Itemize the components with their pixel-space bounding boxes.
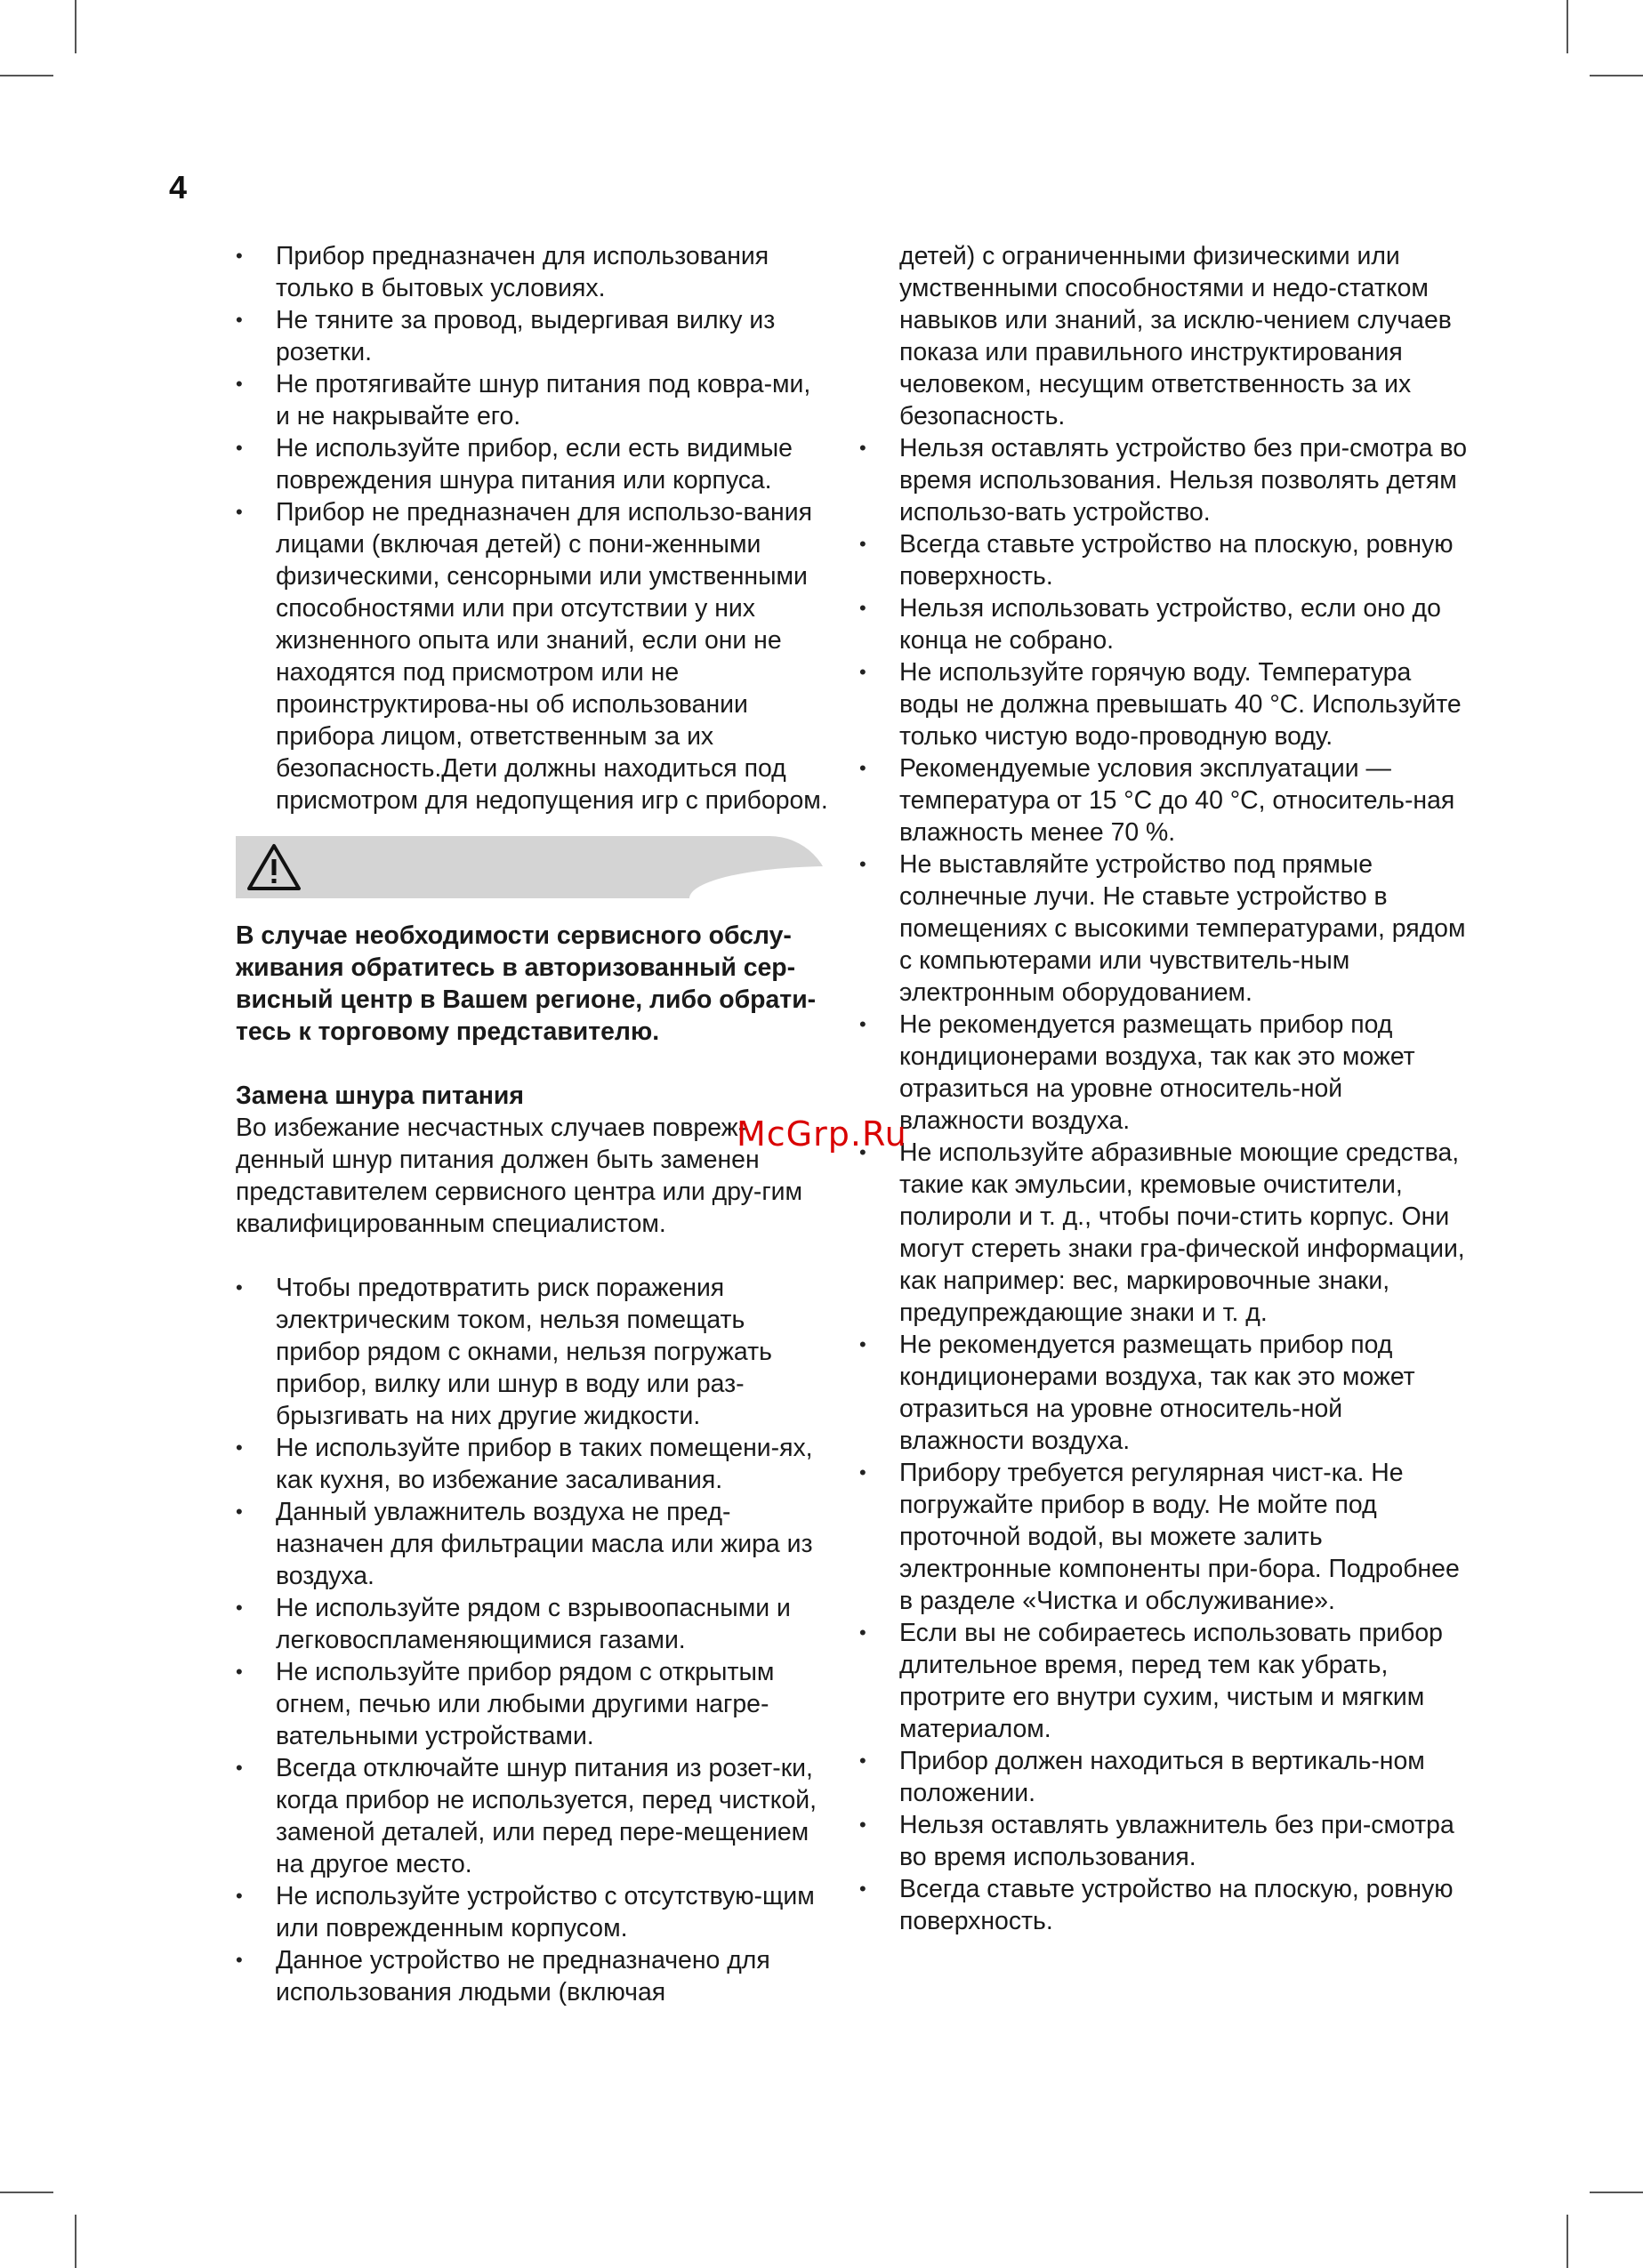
list-item: • Не используйте рядом с взрывоопасными и легковоспламеняющимися газами. (236, 1592, 832, 1656)
section-text: Во избежание несчастных случаев повреж-денный шнур питания должен быть заменен представителем сервисного центра или дру-гим квалифицированным специалистом. (236, 1114, 803, 1238)
list-item: • Всегда ставьте устройство на плоскую, ровную поверхность. (859, 528, 1473, 592)
crop-mark (1590, 2192, 1643, 2193)
warning-triangle-icon (246, 843, 302, 891)
list-item: • Не выставляйте устройство под прямые солнечные лучи. Не ставьте устройство в помещениях с высокими температурами, рядом с компьютерами или чувствитель-ным электронным оборудованием. (859, 848, 1473, 1009)
warning-banner (236, 836, 832, 898)
list-item: • Не рекомендуется размещать прибор под кондиционерами воздуха, так как это может отразиться на уровне относитель-ной влажности воздуха. (859, 1329, 1473, 1457)
section-heading: Замена шнура питания (236, 1082, 524, 1110)
crop-mark (1566, 0, 1568, 53)
list-item: • Нельзя оставлять увлажнитель без при-смотра во время использования. (859, 1809, 1473, 1873)
safety-list-bottom (236, 1272, 832, 2008)
list-item: • Всегда отключайте шнур питания из розет-ки, когда прибор не используется, перед чисткой, заменой деталей, или перед пере-мещением на другое место. (236, 1752, 832, 1880)
list-item: • Не используйте прибор, если есть видимые повреждения шнура питания или корпуса. (236, 432, 832, 496)
crop-mark (0, 75, 53, 76)
list-item: • Не используйте прибор рядом с открытым огнем, печью или любыми другими нагре-вательными устройствами. (236, 1656, 832, 1752)
list-item: • Прибор предназначен для использования только в бытовых условиях. (236, 240, 832, 304)
list-item: • Не используйте прибор в таких помещени-ях, как кухня, во избежание засаливания. (236, 1432, 832, 1496)
list-item: • Нельзя использовать устройство, если оно до конца не собрано. (859, 592, 1473, 656)
continued-text: детей) с ограниченными физическими или умственными способностями и недо-статком навыков или знаний, за исклю-чением случаев показа или правильного инструктирования человеком, несущим ответственность за их безопасность. (899, 242, 1452, 430)
list-item: • Не используйте абразивные моющие средства, такие как эмульсии, кремовые очистители, полироли и т. д., чтобы почи-стить корпус. Они могут стереть знаки гра-фической информации, как например: вес, маркировочные знаки, предупреждающие знаки и т. д. (859, 1137, 1473, 1329)
list-item: • Прибор должен находиться в вертикаль-ном положении. (859, 1745, 1473, 1809)
list-item: • Прибору требуется регулярная чист-ка. Не погружайте прибор в воду. Не мойте под проточной водой, вы можете залить электронные компоненты при-бора. Подробнее в разделе «Чистка и обслуживание». (859, 1457, 1473, 1617)
list-item: • Не используйте горячую воду. Температура воды не должна превышать 40 °C. Используйте только чистую водо-проводную воду. (859, 656, 1473, 752)
crop-mark (0, 2192, 53, 2193)
crop-mark (1590, 75, 1643, 76)
list-item: • Если вы не собираетесь использовать прибор длительное время, перед тем как убрать, протрите его внутри сухим, чистым и мягким материалом. (859, 1617, 1473, 1745)
list-item: • Не тяните за провод, выдергивая вилку из розетки. (236, 304, 832, 368)
right-column (859, 240, 1473, 1937)
list-item: • Прибор не предназначен для использо-вания лицами (включая детей) с пони-женными физическими, сенсорными или умственными способностями или при отсутствии у них жизненного опыта или знаний, если они не находятся под присмотром или не проинструктирова-ны об использовании прибора лицом, ответственным за их безопасность.Дети должны находиться под присмотром для недопущения игр с прибором. (236, 496, 832, 816)
list-item: • Не протягивайте шнур питания под ковра-ми, и не накрывайте его. (236, 368, 832, 432)
service-note: В случае необходимости сервисного обслу-живания обратитесь в авторизованный сер-висный центр в Вашем регионе, либо обрати-тесь к торговому представителю. (236, 921, 817, 1046)
list-item: • Нельзя оставлять устройство без при-смотра во время использования. Нельзя позволять детям использо-вать устройство. (859, 432, 1473, 528)
watermark: McGrp.Ru (737, 1114, 907, 1154)
safety-list-top (236, 240, 832, 816)
list-item: • Всегда ставьте устройство на плоскую, ровную поверхность. (859, 1873, 1473, 1937)
list-item: • Рекомендуемые условия эксплуатации — температура от 15 °C до 40 °C, относитель-ная влажность менее 70 %. (859, 752, 1473, 848)
safety-list-right (859, 432, 1473, 1937)
list-item: • Данный увлажнитель воздуха не пред-назначен для фильтрации масла или жира из воздуха. (236, 1496, 832, 1592)
crop-mark (75, 2215, 77, 2268)
list-item: • Не рекомендуется размещать прибор под кондиционерами воздуха, так как это может отразиться на уровне относитель-ной влажности воздуха. (859, 1009, 1473, 1137)
list-item: • Данное устройство не предназначено для использования людьми (включая (236, 1944, 832, 2008)
crop-mark (1566, 2215, 1568, 2268)
list-item: • Не используйте устройство с отсутствую-щим или поврежденным корпусом. (236, 1880, 832, 1944)
crop-mark (75, 0, 77, 53)
list-item: • Чтобы предотвратить риск поражения электрическим током, нельзя помещать прибор рядом с окнами, нельзя погружать прибор, вилку или шнур в воду или раз-брызгивать на них другие жидкости. (236, 1272, 832, 1432)
page-number: 4 (169, 169, 188, 205)
